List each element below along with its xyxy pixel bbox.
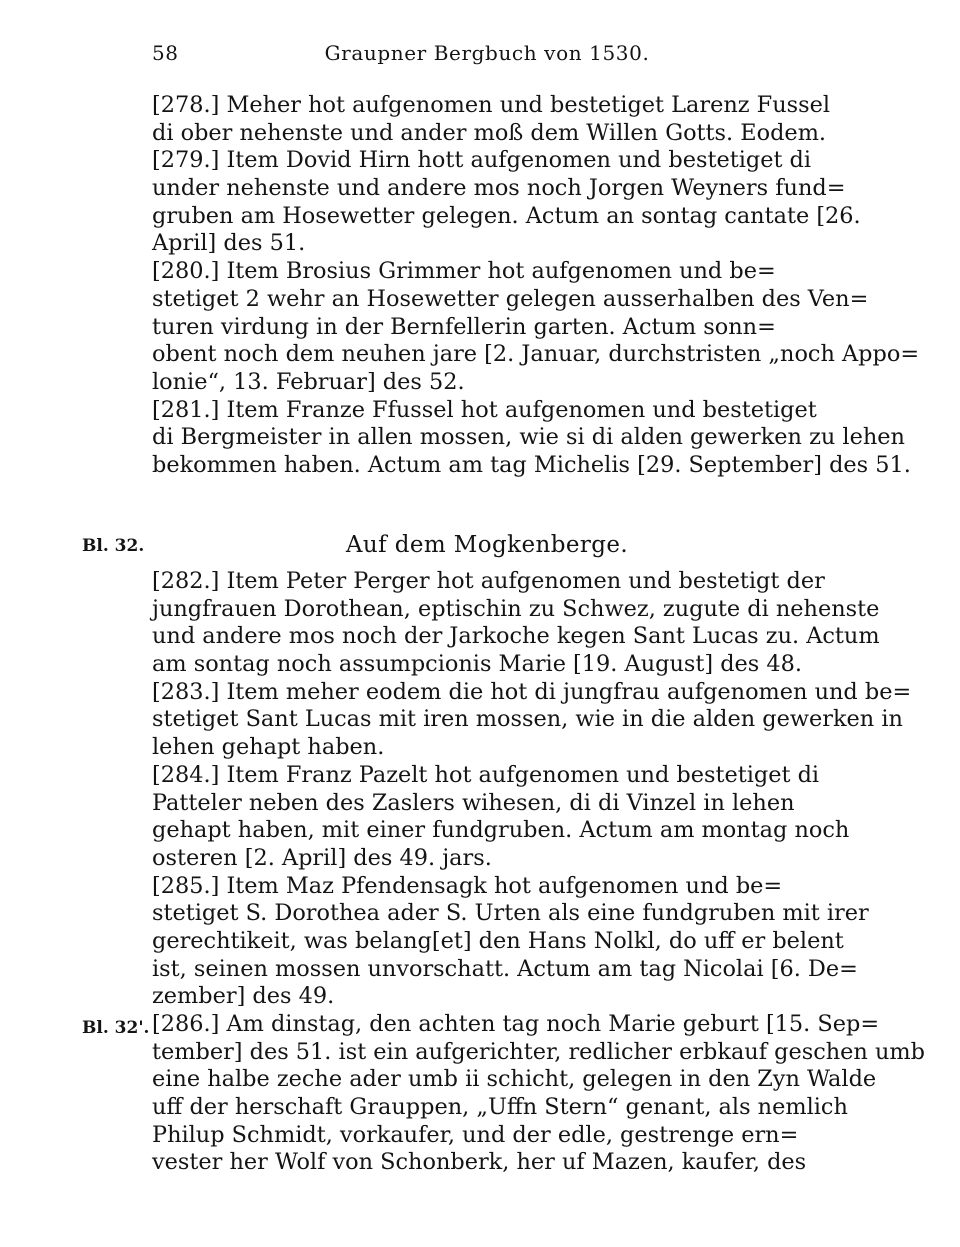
page-number: 58 (152, 41, 179, 65)
text-line: [279.] Item Dovid Hirn hott aufgenomen und bestetiget di (152, 147, 812, 174)
text-line: tember] des 51. ist ein aufgerichter, redlicher erbkauf geschen umb (152, 1038, 925, 1065)
text-line: [285.] Item Maz Pfendensagk hot aufgenomen und be= (152, 872, 783, 899)
text-line: turen virdung in der Bernfellerin garten. Actum sonn= (152, 313, 776, 340)
text-line: [281.] Item Franze Ffussel hot aufgenomen und bestetiget (152, 396, 817, 423)
text-line: am sontag noch assumpcionis Marie [19. August] des 48. (152, 651, 803, 678)
text-line: bekommen haben. Actum am tag Michelis [29. September] des 51. (152, 451, 911, 478)
text-line: jungfrauen Dorothean, eptischin zu Schwez, zugute di nehenste (152, 595, 880, 622)
text-line: Philup Schmidt, vorkaufer, und der edle, gestrenge ern= (152, 1121, 799, 1148)
text-line: [286.] Am dinstag, den achten tag noch Marie geburt [15. Sep= (152, 1011, 880, 1037)
text-line: vester her Wolf von Schonberk, her uf Mazen, kaufer, des (152, 1149, 807, 1176)
text-line: [284.] Item Franz Pazelt hot aufgenomen und bestetiget di (152, 761, 820, 788)
text-line: gerechtikeit, was belang[et] den Hans Nolkl, do uff er belent (152, 927, 844, 954)
margin-note-folio-verso: Bl. 32'. (82, 1018, 150, 1038)
text-line: di Bergmeister in allen mossen, wie si di alden gewerken zu lehen (152, 424, 905, 451)
text-line: gehapt haben, mit einer fundgruben. Actum am montag noch (152, 817, 850, 844)
entries-top (152, 92, 920, 480)
text-line: osteren [2. April] des 49. jars. (152, 844, 492, 871)
page-header (152, 36, 822, 70)
text-line: ist, seinen mossen unvorschatt. Actum am tag Nicolai [6. De= (152, 955, 858, 982)
text-line: stetiget 2 wehr an Hosewetter gelegen ausserhalben des Ven= (152, 285, 869, 312)
text-line: zember] des 49. (152, 983, 335, 1010)
text-line: di ober nehenste und ander moß dem Willen Gotts. Eodem. (152, 119, 827, 146)
text-line: [283.] Item meher eodem die hot di jungfrau aufgenomen und be= (152, 678, 912, 705)
text-line: April] des 51. (152, 230, 306, 257)
text-line: eine halbe zeche ader umb ii schicht, gelegen in den Zyn Walde (152, 1066, 877, 1093)
text-line: lehen gehapt haben. (152, 734, 385, 761)
text-line: stetiget S. Dorothea ader S. Urten als eine fundgruben mit irer (152, 900, 869, 927)
text-line: under nehenste und andere mos noch Jorgen Weyners fund= (152, 175, 846, 202)
entries-bottom (152, 568, 925, 1177)
margin-note-folio: Bl. 32. (82, 536, 145, 556)
text-line: obent noch dem neuhen jare [2. Januar, durchstristen „noch Appo= (152, 341, 920, 368)
text-line: [280.] Item Brosius Grimmer hot aufgenomen und be= (152, 258, 776, 285)
text-line: Patteler neben des Zaslers wihesen, di di Vinzel in lehen (152, 789, 795, 816)
text-line: [282.] Item Peter Perger hot aufgenomen und bestetigt der (152, 568, 825, 594)
text-line: uff der herschaft Grauppen, „Uffn Stern“ genant, als nemlich (152, 1094, 848, 1121)
text-line: gruben am Hosewetter gelegen. Actum an sontag cantate [26. (152, 202, 861, 229)
section-heading: Auf dem Mogkenberge. (345, 532, 629, 558)
text-line: [278.] Meher hot aufgenomen und bestetiget Larenz Fussel (152, 92, 831, 118)
running-title: Graupner Bergbuch von 1530. (324, 41, 650, 65)
text-line: und andere mos noch der Jarkoche kegen Sant Lucas zu. Actum (152, 623, 880, 650)
text-line: lonie“, 13. Februar] des 52. (152, 368, 465, 395)
text-line: stetiget Sant Lucas mit iren mossen, wie in die alden gewerken in (152, 706, 903, 733)
